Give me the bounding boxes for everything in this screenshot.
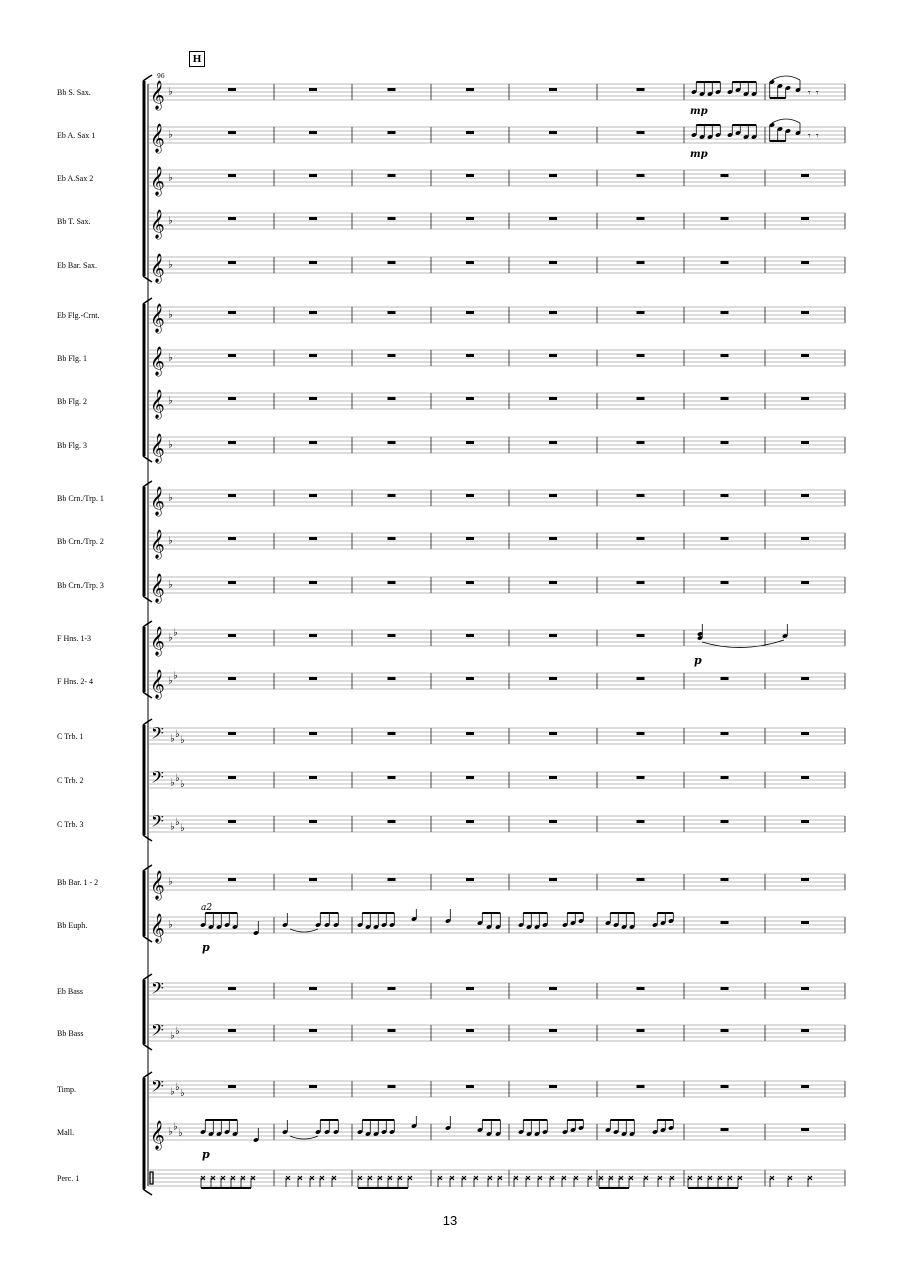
whole-rest (637, 677, 645, 680)
key-signature-flat: ♭ (168, 492, 173, 504)
whole-rest (466, 537, 474, 540)
whole-rest (801, 217, 809, 220)
staff-bb-bar-1-2 (57, 874, 845, 890)
instrument-label: C Trb. 3 (57, 820, 84, 829)
whole-rest (549, 878, 557, 881)
whole-rest (388, 261, 396, 264)
whole-rest (721, 776, 729, 779)
annotation-a2: a2 (201, 903, 213, 913)
whole-rest (388, 217, 396, 220)
key-signature-flat: ♭ (180, 823, 185, 835)
treble-clef-icon: 𝄞 (150, 346, 165, 375)
dynamic-mp: mp (690, 106, 708, 117)
whole-rest (466, 441, 474, 444)
whole-rest (309, 732, 317, 735)
whole-rest (228, 581, 236, 584)
staff-eb-flg-crnt- (57, 307, 845, 323)
treble-clef-icon: 𝄞 (150, 389, 165, 418)
whole-rest (466, 174, 474, 177)
whole-rest (801, 677, 809, 680)
instrument-label: Eb Bar. Sax. (57, 261, 97, 270)
whole-rest (637, 820, 645, 823)
whole-rest (228, 311, 236, 314)
staff-bb-flg-3 (57, 437, 845, 453)
whole-rest (309, 1085, 317, 1088)
whole-rest (228, 131, 236, 134)
whole-rest (388, 494, 396, 497)
whole-rest (801, 878, 809, 881)
whole-rest (549, 354, 557, 357)
whole-rest (637, 732, 645, 735)
tie (290, 929, 318, 932)
whole-rest (466, 732, 474, 735)
whole-rest (388, 88, 396, 91)
whole-rest (466, 1029, 474, 1032)
instrument-label: Bb Crn./Trp. 1 (57, 494, 104, 503)
whole-rest (228, 397, 236, 400)
whole-rest (637, 88, 645, 91)
whole-rest (388, 174, 396, 177)
key-signature-flat: ♭ (168, 675, 173, 687)
dynamic-p: p (202, 1148, 210, 1161)
treble-clef-icon: 𝄞 (150, 626, 165, 655)
treble-clef-icon: 𝄞 (150, 573, 165, 602)
key-signature-flat: ♭ (170, 1086, 175, 1098)
slur (772, 119, 800, 123)
whole-rest (466, 261, 474, 264)
whole-rest (228, 776, 236, 779)
staff-bb-flg-1 (57, 350, 845, 366)
whole-rest (637, 1029, 645, 1032)
instrument-label: Bb Bass (57, 1029, 84, 1038)
whole-rest (549, 441, 557, 444)
instrument-label: C Trb. 1 (57, 732, 84, 741)
whole-rest (388, 537, 396, 540)
whole-rest (388, 987, 396, 990)
key-signature-flat: ♭ (168, 86, 173, 98)
treble-clef-icon: 𝄞 (150, 303, 165, 332)
whole-rest (801, 311, 809, 314)
dynamic-p: p (202, 941, 210, 954)
whole-rest (637, 354, 645, 357)
whole-rest (388, 820, 396, 823)
whole-rest (801, 1085, 809, 1088)
whole-rest (721, 397, 729, 400)
whole-rest (637, 878, 645, 881)
slur (772, 76, 800, 80)
whole-rest (388, 311, 396, 314)
whole-rest (228, 878, 236, 881)
whole-rest (637, 311, 645, 314)
whole-rest (309, 776, 317, 779)
whole-rest (228, 88, 236, 91)
key-signature-flat: ♭ (168, 172, 173, 184)
whole-rest (721, 1085, 729, 1088)
key-signature-flat: ♭ (168, 395, 173, 407)
whole-rest (549, 131, 557, 134)
instrument-label: Eb Bass (57, 987, 83, 996)
whole-rest (388, 634, 396, 637)
treble-clef-icon: 𝄞 (150, 669, 165, 698)
key-signature-flat: ♭ (180, 735, 185, 747)
whole-rest (801, 776, 809, 779)
whole-rest (637, 494, 645, 497)
whole-rest (466, 311, 474, 314)
whole-rest (466, 88, 474, 91)
whole-rest (309, 677, 317, 680)
whole-rest (466, 677, 474, 680)
whole-rest (466, 494, 474, 497)
whole-rest (637, 987, 645, 990)
whole-rest (721, 537, 729, 540)
tie (702, 640, 784, 648)
key-signature-flat: ♭ (170, 777, 175, 789)
whole-rest (801, 397, 809, 400)
bass-clef-icon: 𝄢 (151, 811, 164, 835)
whole-rest (309, 311, 317, 314)
whole-rest (637, 397, 645, 400)
instrument-label: F Hns. 1-3 (57, 634, 92, 643)
whole-rest (801, 1029, 809, 1032)
instrument-label: Eb Flg.-Crnt. (57, 311, 100, 320)
whole-rest (549, 776, 557, 779)
whole-rest (549, 217, 557, 220)
bass-clef-icon: 𝄢 (151, 1020, 164, 1044)
treble-clef-icon: 𝄞 (150, 433, 165, 462)
instrument-label: C Trb. 2 (57, 776, 84, 785)
key-signature-flat: ♭ (175, 728, 180, 740)
whole-rest (721, 1029, 729, 1032)
whole-rest (466, 397, 474, 400)
whole-rest (801, 921, 809, 924)
whole-rest (309, 217, 317, 220)
whole-rest (466, 354, 474, 357)
whole-rest (721, 174, 729, 177)
whole-rest (801, 820, 809, 823)
whole-rest (228, 987, 236, 990)
instrument-label: Bb Bar. 1 - 2 (57, 878, 99, 887)
whole-rest (801, 581, 809, 584)
whole-rest (801, 261, 809, 264)
key-signature-flat: ♭ (175, 816, 180, 828)
whole-rest (388, 397, 396, 400)
whole-rest (466, 1085, 474, 1088)
key-signature-flat: ♭ (168, 309, 173, 321)
key-signature-flat: ♭ (168, 579, 173, 591)
whole-rest (309, 494, 317, 497)
key-signature-flat: ♭ (168, 535, 173, 547)
whole-rest (388, 677, 396, 680)
whole-rest (721, 987, 729, 990)
staff-bb-flg-2 (57, 393, 845, 409)
whole-rest (228, 1029, 236, 1032)
treble-clef-icon: 𝄞 (150, 913, 165, 942)
whole-rest (637, 131, 645, 134)
whole-rest (388, 131, 396, 134)
whole-rest (549, 1029, 557, 1032)
whole-rest (721, 581, 729, 584)
key-signature-flat: ♭ (168, 259, 173, 271)
whole-rest (801, 354, 809, 357)
whole-rest (549, 987, 557, 990)
treble-clef-icon: 𝄞 (150, 123, 165, 152)
whole-rest (466, 878, 474, 881)
key-signature-flat: ♭ (173, 627, 178, 639)
whole-rest (388, 878, 396, 881)
whole-rest (309, 397, 317, 400)
instrument-label: Bb Flg. 1 (57, 354, 88, 363)
whole-rest (466, 987, 474, 990)
whole-rest (721, 354, 729, 357)
treble-clef-icon: 𝄞 (150, 166, 165, 195)
staff-bb-s-sax- (57, 84, 845, 100)
whole-rest (388, 354, 396, 357)
key-signature-flat: ♭ (175, 1081, 180, 1093)
whole-rest (309, 878, 317, 881)
whole-rest (309, 581, 317, 584)
whole-rest (721, 441, 729, 444)
whole-rest (309, 820, 317, 823)
whole-rest (549, 174, 557, 177)
whole-rest (549, 634, 557, 637)
whole-rest (549, 537, 557, 540)
page-number: 13 (442, 1213, 458, 1228)
key-signature-flat: ♭ (173, 670, 178, 682)
treble-clef-icon: 𝄞 (150, 870, 165, 899)
whole-rest (801, 174, 809, 177)
instrument-label: Bb Crn./Trp. 3 (57, 581, 104, 590)
whole-rest (721, 820, 729, 823)
whole-rest (388, 1085, 396, 1088)
whole-rest (309, 987, 317, 990)
key-signature-flat: ♭ (175, 1025, 180, 1037)
whole-rest (388, 1029, 396, 1032)
whole-rest (549, 494, 557, 497)
key-signature-flat: ♭ (173, 1121, 178, 1133)
whole-rest (228, 354, 236, 357)
staff-bb-crn-trp-3 (57, 577, 845, 593)
treble-clef-icon: 𝄞 (150, 80, 165, 109)
whole-rest (721, 732, 729, 735)
rehearsal-mark: H (189, 51, 205, 67)
instrument-label: Mall. (57, 1128, 75, 1137)
whole-rest (309, 88, 317, 91)
bass-clef-icon: 𝄢 (151, 978, 164, 1002)
whole-rest (309, 174, 317, 177)
staff-bb-crn-trp-1 (57, 490, 845, 506)
whole-rest (801, 987, 809, 990)
whole-rest (228, 634, 236, 637)
bass-clef-icon: 𝄢 (151, 1076, 164, 1100)
whole-rest (228, 1085, 236, 1088)
staff-bb-t-sax- (57, 213, 845, 229)
whole-rest (637, 441, 645, 444)
key-signature-flat: ♭ (168, 215, 173, 227)
whole-rest (637, 217, 645, 220)
whole-rest (721, 677, 729, 680)
key-signature-flat: ♭ (170, 1030, 175, 1042)
treble-clef-icon: 𝄞 (150, 1120, 165, 1149)
whole-rest (228, 732, 236, 735)
whole-rest (549, 397, 557, 400)
whole-rest (721, 921, 729, 924)
whole-rest (228, 677, 236, 680)
key-signature-flat: ♭ (168, 632, 173, 644)
bass-clef-icon: 𝄢 (151, 767, 164, 791)
whole-rest (388, 732, 396, 735)
staff-eb-bar-sax- (57, 257, 845, 273)
whole-rest (309, 634, 317, 637)
whole-rest (388, 441, 396, 444)
whole-rest (549, 311, 557, 314)
staff-perc-1 (57, 1170, 845, 1186)
whole-rest (309, 354, 317, 357)
key-signature-flat: ♭ (178, 1128, 183, 1139)
key-signature-flat: ♭ (170, 733, 175, 745)
whole-rest (466, 131, 474, 134)
key-signature-flat: ♭ (168, 439, 173, 451)
eighth-rest: 𝄾 (808, 88, 811, 99)
instrument-label: Bb Crn./Trp. 2 (57, 537, 104, 546)
whole-rest (228, 261, 236, 264)
treble-clef-icon: 𝄞 (150, 209, 165, 238)
key-signature-flat: ♭ (168, 1126, 173, 1138)
key-signature-flat: ♭ (168, 352, 173, 364)
tempo-mark: 96 (157, 73, 165, 80)
whole-rest (637, 776, 645, 779)
whole-rest (466, 634, 474, 637)
whole-rest (637, 1085, 645, 1088)
key-signature-flat: ♭ (170, 821, 175, 833)
whole-rest (721, 878, 729, 881)
whole-rest (466, 581, 474, 584)
instrument-label: Timp. (57, 1085, 77, 1094)
treble-clef-icon: 𝄞 (150, 486, 165, 515)
bracket-hook-bottom (143, 1189, 152, 1195)
key-signature-flat: ♭ (168, 919, 173, 931)
whole-rest (549, 581, 557, 584)
whole-rest (228, 537, 236, 540)
whole-rest (228, 820, 236, 823)
whole-rest (228, 174, 236, 177)
whole-rest (466, 820, 474, 823)
whole-rest (801, 537, 809, 540)
staff-eb-a-sax-2 (57, 170, 845, 186)
staff-bb-euph- (57, 917, 845, 933)
whole-rest (721, 261, 729, 264)
instrument-label: Bb Euph. (57, 921, 88, 930)
whole-rest (309, 261, 317, 264)
whole-rest (549, 261, 557, 264)
eighth-rest: 𝄾 (808, 131, 811, 142)
whole-rest (549, 732, 557, 735)
whole-rest (721, 1128, 729, 1131)
dynamic-p: p (694, 654, 702, 667)
whole-rest (637, 581, 645, 584)
key-signature-flat: ♭ (175, 772, 180, 784)
whole-rest (637, 261, 645, 264)
whole-rest (309, 441, 317, 444)
whole-rest (309, 537, 317, 540)
instrument-label: Bb Flg. 2 (57, 397, 88, 406)
whole-rest (801, 441, 809, 444)
treble-clef-icon: 𝄞 (150, 529, 165, 558)
instrument-label: Bb T. Sax. (57, 217, 91, 226)
whole-rest (549, 820, 557, 823)
treble-clef-icon: 𝄞 (150, 253, 165, 282)
whole-rest (388, 581, 396, 584)
instrument-label: Eb A.Sax 2 (57, 174, 94, 183)
whole-rest (801, 494, 809, 497)
whole-rest (637, 634, 645, 637)
dynamic-mp: mp (690, 149, 708, 160)
eighth-rest: 𝄾 (816, 88, 819, 99)
key-signature-flat: ♭ (168, 129, 173, 141)
whole-rest (549, 677, 557, 680)
whole-rest (466, 217, 474, 220)
whole-rest (801, 732, 809, 735)
staff-eb-bass (57, 983, 845, 999)
eighth-rest: 𝄾 (816, 131, 819, 142)
whole-rest (228, 217, 236, 220)
whole-rest (801, 1128, 809, 1131)
staff-eb-a-sax-1 (57, 127, 845, 143)
whole-rest (309, 1029, 317, 1032)
whole-rest (228, 494, 236, 497)
tie (290, 1136, 318, 1139)
whole-rest (637, 174, 645, 177)
whole-rest (549, 88, 557, 91)
key-signature-flat: ♭ (168, 876, 173, 888)
whole-rest (637, 537, 645, 540)
whole-rest (388, 776, 396, 779)
whole-rest (721, 217, 729, 220)
whole-rest (466, 776, 474, 779)
bass-clef-icon: 𝄢 (151, 723, 164, 747)
instrument-label: F Hns. 2- 4 (57, 677, 94, 686)
whole-rest (721, 311, 729, 314)
staff-bb-crn-trp-2 (57, 533, 845, 549)
instrument-label: Bb Flg. 3 (57, 441, 88, 450)
instrument-label: Perc. 1 (57, 1174, 80, 1183)
key-signature-flat: ♭ (180, 1088, 185, 1100)
instrument-label: Eb A. Sax 1 (57, 131, 96, 140)
key-signature-flat: ♭ (180, 779, 185, 791)
whole-rest (309, 131, 317, 134)
whole-rest (721, 494, 729, 497)
instrument-label: Bb S. Sax. (57, 88, 91, 97)
whole-rest (228, 441, 236, 444)
whole-rest (549, 1085, 557, 1088)
